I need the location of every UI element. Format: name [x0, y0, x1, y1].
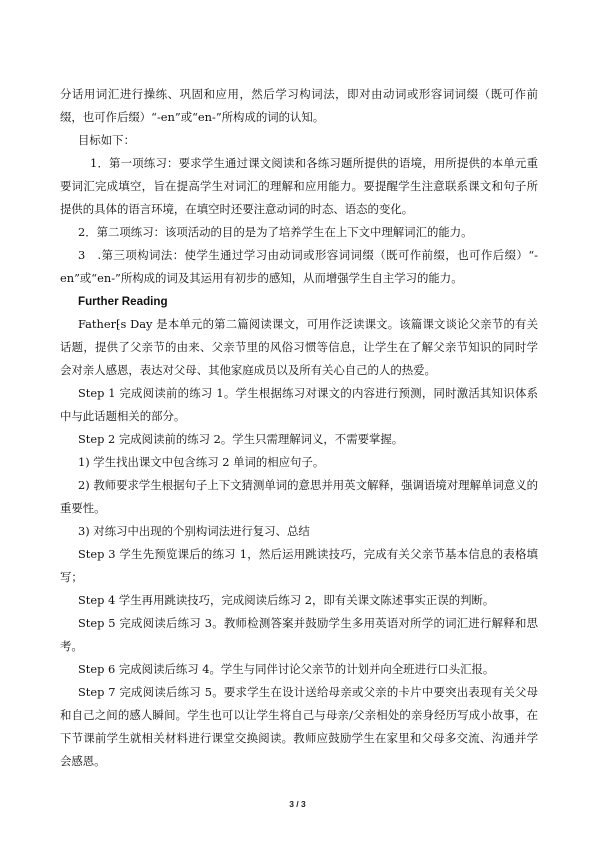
paragraph-step-2: Step 2 完成阅读前的练习 2。学生只需理解词义，不需要掌握。 — [78, 432, 404, 446]
paragraph-exercise-1: 1．第一项练习：要求学生通过课文阅读和各练习题所提供的语境，用所提供的本单元重要词汇完成填空，旨在提高学生对词汇的理解和应用能力。要提醒学生注意联系课文和句子所提供的具体的语言环境，在填空时还要注意动词的时态、语态的变化。 — [60, 156, 538, 216]
paragraph-exercise-2: 2．第二项练习：该项活动的目的是为了培养学生在上下文中理解词汇的能力。 — [78, 225, 473, 239]
paragraph-step-7: Step 7 完成阅读后练习 5。要求学生在设计送给母亲或父亲的卡片中要突出表现有关父母和自己之间的感人瞬间。学生也可以让学生将自己与母亲/父亲相处的亲身经历写成小故事，在下节课前学生就相关材料进行课堂交换阅读。教师应鼓励学生在家里和父母多交流、沟通并学会感恩。 — [60, 685, 538, 768]
paragraph-step-4: Step 4 学生再用跳读技巧，完成阅读后练习 2，即有关课文陈述事实正误的判断。 — [78, 593, 495, 607]
paragraph-step-3: Step 3 学生先预览课后的练习 1，然后运用跳读技巧，完成有关父亲节基本信息的表格填写； — [60, 547, 538, 584]
paragraph-exercise-3: 3 .第三项构词法：使学生通过学习由动词或形容词词缀（既可作前缀，也可作后缀）“-en”或“en-”所构成的词及其运用有初步的感知，从而增强学生自主学习的能力。 — [60, 248, 538, 285]
section-heading: Further Reading — [78, 295, 168, 308]
paragraph-fathers-day: Father⁅s Day 是本单元的第二篇阅读课文，可用作泛读课文。该篇课文谈论父亲节的有关话题，提供了父亲节的由来、父亲节里的风俗习惯等信息，让学生在了解父亲节知识的同时学会对亲人感恩，表达对父母、其他家庭成员以及所有关心自己的人的热爱。 — [60, 317, 538, 377]
paragraph-sub-3: 3) 对练习中出现的个别构词法进行复习、总结 — [78, 524, 310, 538]
paragraph-sub-1: 1) 学生找出课文中包含练习 2 单词的相应句子。 — [78, 455, 325, 469]
paragraph-intro: 分话用词汇进行操练、巩固和应用，然后学习构词法，即对由动词或形容词词缀（既可作前缀，也可作后缀）“-en”或“en-”所构成的词的认知。 — [60, 87, 538, 124]
paragraph-goals-label: 目标如下： — [78, 133, 135, 147]
paragraph-sub-2: 2) 教师要求学生根据句子上下文猜测单词的意思并用英文解释，强调语境对理解单词意义的重要性。 — [60, 478, 538, 515]
paragraph-step-6: Step 6 完成阅读后练习 4。学生与同伴讨论父亲节的计划并向全班进行口头汇报。 — [78, 662, 495, 676]
paragraph-step-1: Step 1 完成阅读前的练习 1。学生根据练习对课文的内容进行预测，同时激活其知识体系中与此话题相关的部分。 — [60, 386, 538, 423]
paragraph-step-5: Step 5 完成阅读后练习 3。教师检测答案并鼓励学生多用英语对所学的词汇进行解释和思考。 — [60, 616, 538, 653]
page-number: 3 / 3 — [289, 799, 306, 809]
page-content — [60, 83, 538, 773]
